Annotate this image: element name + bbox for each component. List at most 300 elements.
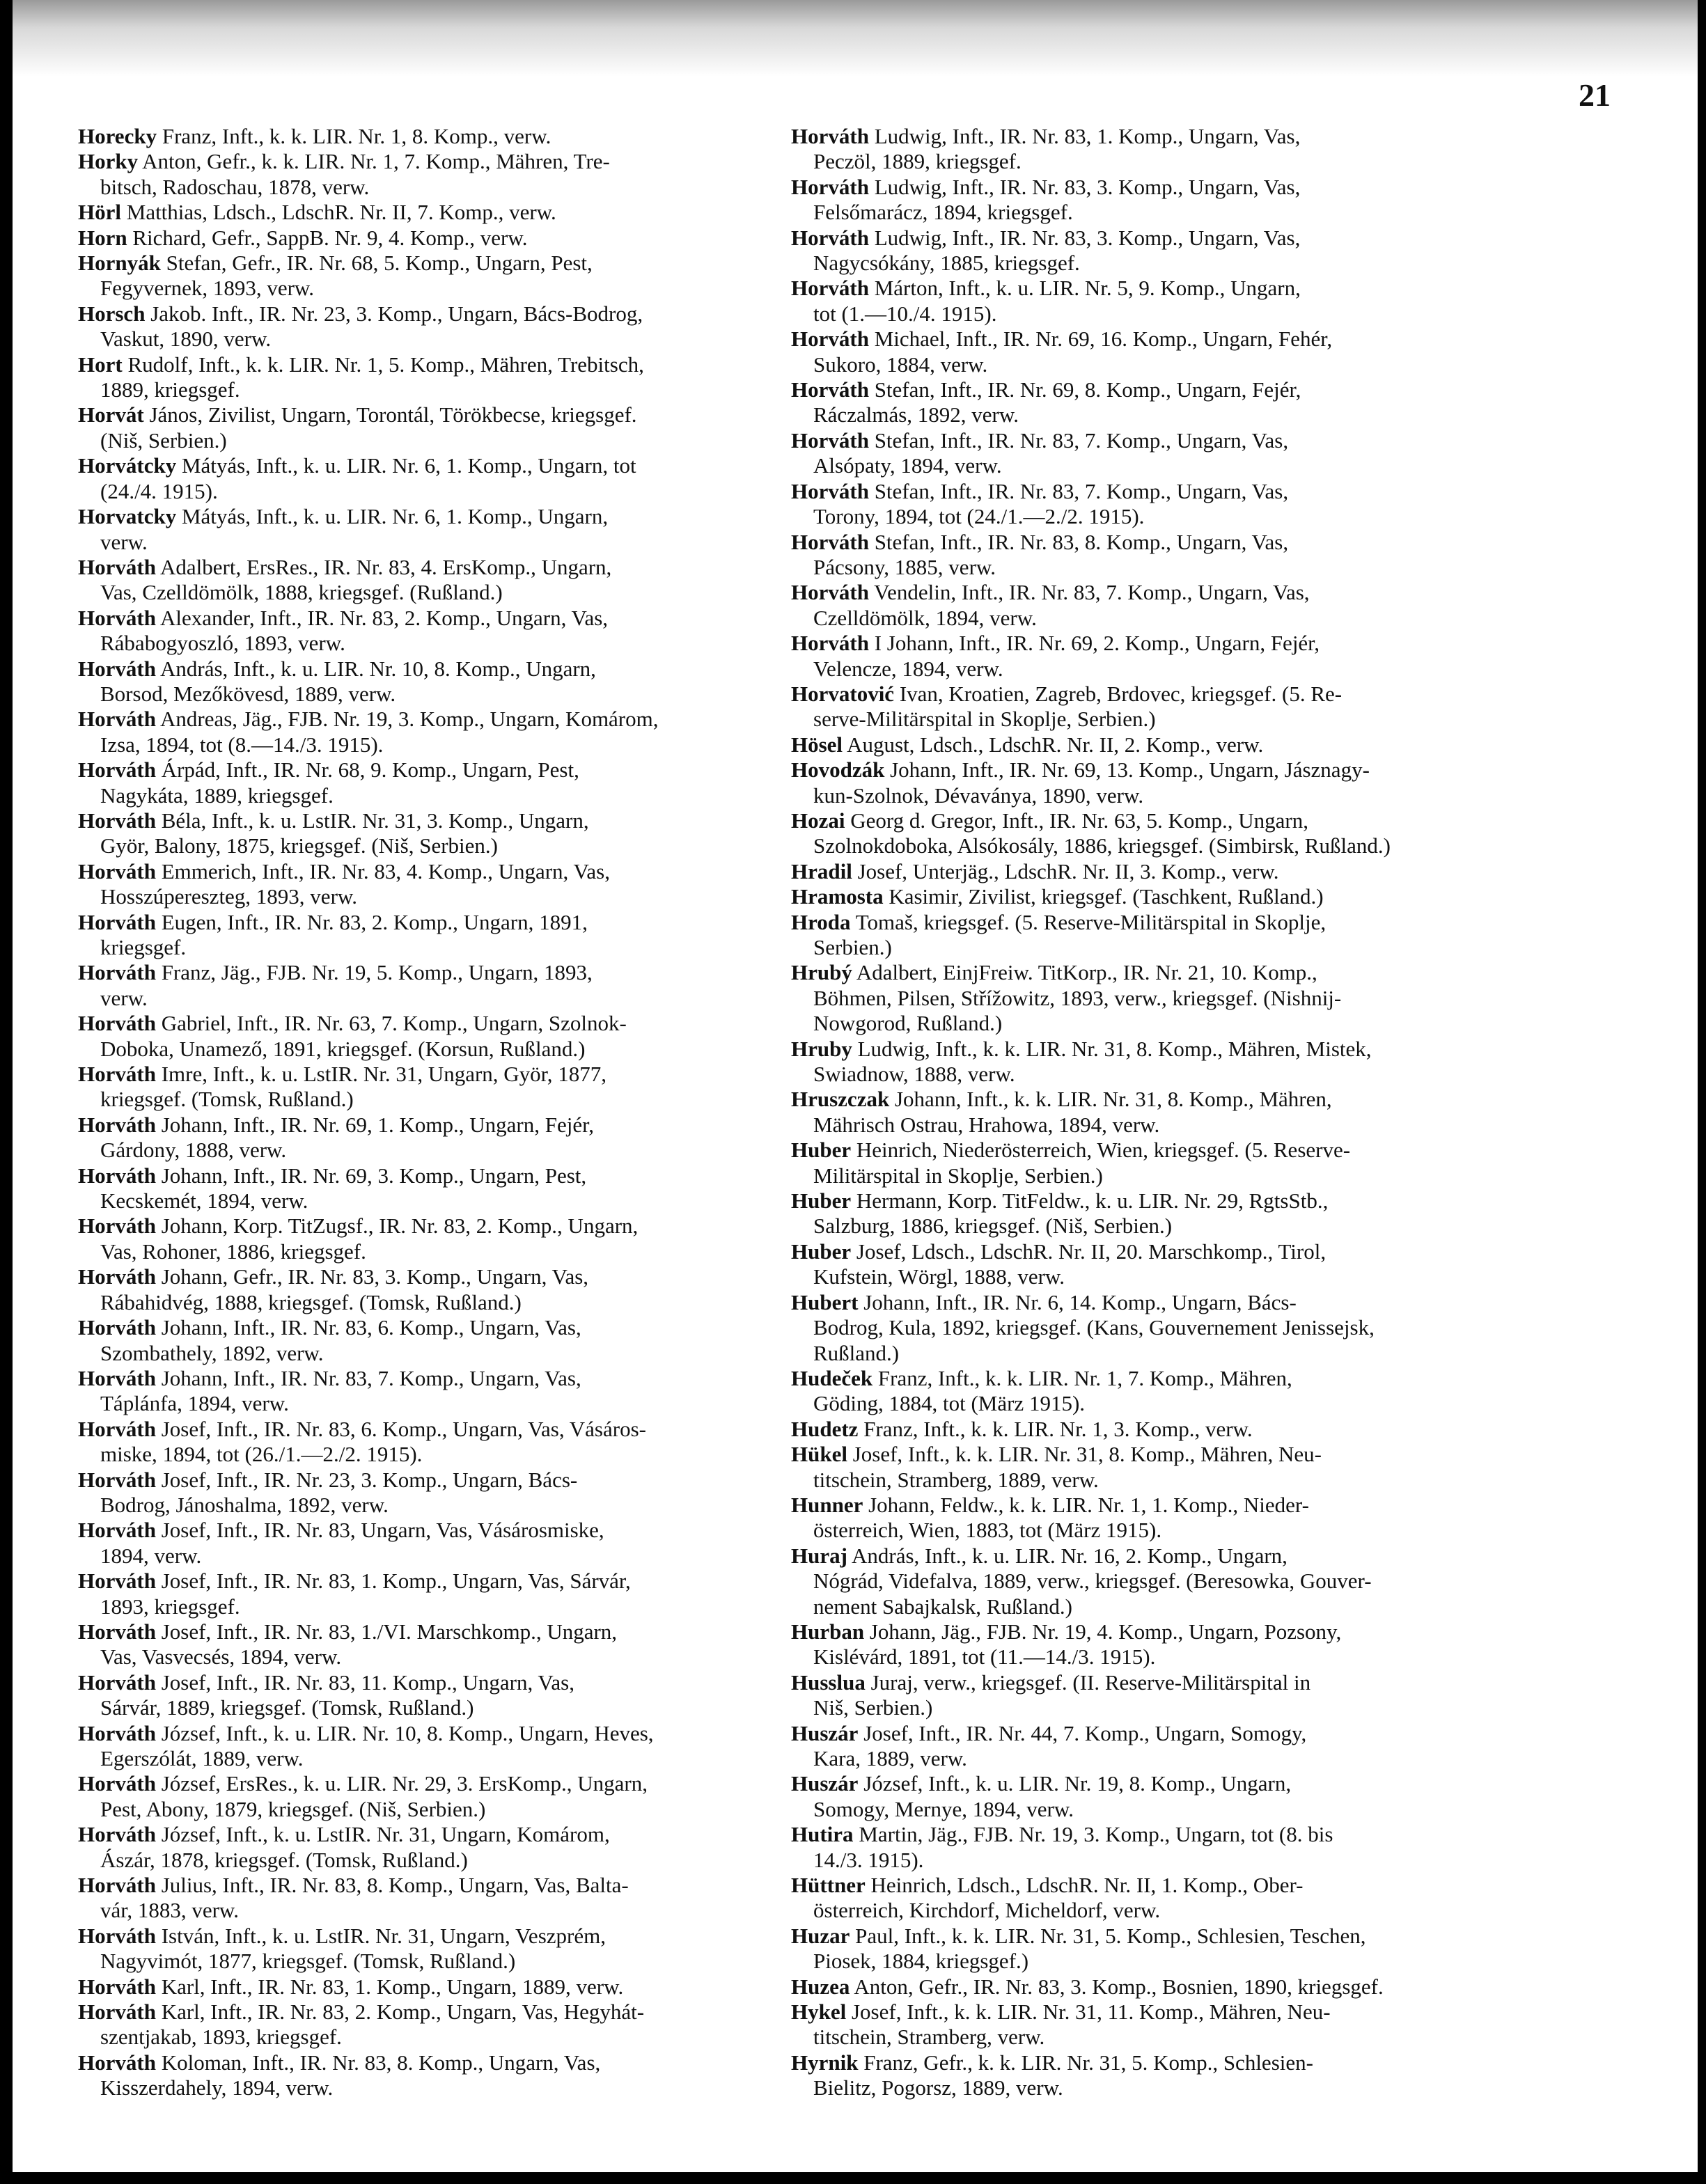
entry-first-line: [791, 631, 1491, 656]
list-entry: [78, 1163, 774, 1214]
entry-first-line: [78, 1924, 774, 1949]
list-entry: [791, 530, 1491, 581]
entry-details: Ludwig, Inft., IR. Nr. 83, 3. Komp., Ungarn, Vas,: [874, 174, 1301, 199]
list-entry: [78, 1771, 774, 1822]
entry-details: Rudolf, Inft., k. k. LIR. Nr. 1, 5. Komp., Mähren, Trebitsch,: [127, 352, 644, 377]
entry-continuation-line: Szolnokdoboka, Alsókosály, 1886, kriegsgef. (Simbirsk, Rußland.): [813, 833, 1391, 858]
entry-details: Martin, Jäg., FJB. Nr. 19, 3. Komp., Ungarn, tot (8. bis: [859, 1822, 1333, 1847]
list-entry: [78, 1924, 774, 1974]
list-entry: [78, 251, 774, 301]
entry-continuation-line: Niš, Serbien.): [813, 1695, 933, 1720]
entry-continuation-line: Somogy, Mernye, 1894, verw.: [813, 1796, 1074, 1821]
entry-details: Alexander, Inft., IR. Nr. 83, 2. Komp., Ungarn, Vas,: [159, 605, 609, 630]
list-entry: [78, 2050, 774, 2101]
entry-details: József, Inft., k. u. LIR. Nr. 19, 8. Komp., Ungarn,: [863, 1771, 1292, 1796]
entry-surname: Horváth: [78, 1974, 156, 1999]
entry-first-line: [791, 808, 1491, 833]
entry-details: Josef, Inft., IR. Nr. 83, 6. Komp., Ungarn, Vas, Vásáros-: [161, 1416, 646, 1441]
list-entry: [791, 428, 1491, 479]
entry-surname: Huzar: [791, 1923, 850, 1948]
list-entry: [78, 757, 774, 808]
entry-details: Ivan, Kroatien, Zagreb, Brdovec, kriegsgef. (5. Re-: [899, 681, 1343, 706]
entry-first-line: [78, 1619, 774, 1644]
list-entry: [78, 2000, 774, 2050]
list-entry: [791, 1366, 1491, 1417]
entry-first-line: [791, 1974, 1491, 2000]
entry-surname: Horváth: [78, 1518, 156, 1543]
entry-details: Heinrich, Ldsch., LdschR. Nr. II, 1. Komp., Ober-: [870, 1873, 1304, 1898]
list-entry: [791, 682, 1491, 732]
document-page: [13, 0, 1698, 2172]
entry-continuation-line: Kisszerdahely, 1894, verw.: [100, 2075, 334, 2100]
entry-first-line: [791, 530, 1491, 555]
entry-continuation-line: Piosek, 1884, kriegsgef.): [813, 1949, 1029, 1974]
entry-details: Johann, Inft., IR. Nr. 69, 3. Komp., Ungarn, Pest,: [161, 1163, 587, 1188]
entry-continuation-line: Szombathely, 1892, verw.: [100, 1340, 324, 1365]
list-entry: [791, 910, 1491, 961]
entry-details: Ludwig, Inft., k. k. LIR. Nr. 31, 8. Komp., Mähren, Mistek,: [857, 1036, 1372, 1061]
entry-surname: Hösel: [791, 732, 843, 757]
list-entry: [78, 1468, 774, 1518]
list-entry: [78, 1518, 774, 1569]
entry-first-line: [791, 124, 1491, 149]
entry-surname: Horváth: [78, 1467, 156, 1492]
entry-surname: Hrubý: [791, 960, 852, 985]
entry-surname: Horváth: [78, 707, 156, 732]
entry-surname: Huzea: [791, 1974, 850, 1999]
entry-continuation-line: Pácsony, 1885, verw.: [813, 554, 996, 579]
list-entry: [78, 1974, 774, 2000]
entry-continuation-line: Vas, Vasvecsés, 1894, verw.: [100, 1644, 342, 1670]
list-entry: [791, 175, 1491, 226]
entry-continuation-line: Ráczalmás, 1892, verw.: [813, 402, 1019, 427]
entry-surname: Hykel: [791, 2000, 847, 2025]
entry-first-line: [791, 226, 1491, 251]
entry-first-line: [791, 960, 1491, 985]
list-entry: [78, 352, 774, 403]
entry-continuation-line: Alsópaty, 1894, verw.: [813, 453, 1002, 478]
entry-surname: Hunner: [791, 1492, 863, 1517]
entry-details: András, Inft., k. u. LIR. Nr. 10, 8. Komp., Ungarn,: [159, 656, 596, 681]
list-entry: [791, 1138, 1491, 1188]
list-entry: [791, 1037, 1491, 1087]
entry-first-line: [78, 352, 774, 377]
entry-details: Anton, Gefr., IR. Nr. 83, 3. Komp., Bosnien, 1890, kriegsgef.: [854, 1974, 1384, 1999]
list-entry: [791, 1239, 1491, 1290]
entry-first-line: [78, 1670, 774, 1695]
entry-first-line: [78, 124, 774, 149]
entry-details: Richard, Gefr., SappB. Nr. 9, 4. Komp., verw.: [132, 225, 528, 250]
entry-surname: Horváth: [78, 1011, 156, 1036]
list-entry: [791, 276, 1491, 327]
entry-continuation-line: Györ, Balony, 1875, kriegsgef. (Niš, Serbien.): [100, 833, 499, 858]
entry-continuation-line: tot (1.—10./4. 1915).: [813, 301, 997, 326]
entry-surname: Horsch: [78, 301, 146, 326]
entry-continuation-line: serve-Militärspital in Skoplje, Serbien.): [813, 707, 1156, 732]
entry-details: Koloman, Inft., IR. Nr. 83, 8. Komp., Ungarn, Vas,: [161, 2050, 601, 2075]
entry-surname: Horváth: [78, 1822, 156, 1847]
entry-continuation-line: österreich, Wien, 1883, tot (März 1915).: [813, 1518, 1162, 1543]
entry-first-line: [78, 606, 774, 631]
list-entry: [791, 859, 1491, 884]
entry-continuation-line: Kufstein, Wörgl, 1888, verw.: [813, 1264, 1065, 1289]
entry-first-line: [78, 200, 774, 225]
list-entry: [791, 479, 1491, 530]
entry-surname: Hovodzák: [791, 757, 885, 783]
entry-surname: Horváth: [78, 1771, 156, 1796]
entry-continuation-line: Nagyvimót, 1877, kriegsgef. (Tomsk, Rußland.): [100, 1949, 516, 1974]
list-entry: [78, 960, 774, 1011]
entry-details: András, Inft., k. u. LIR. Nr. 16, 2. Komp., Ungarn,: [851, 1543, 1288, 1568]
list-entry: [791, 1873, 1491, 1924]
entry-surname: Horváth: [78, 2050, 156, 2075]
entry-details: Josef, Inft., k. k. LIR. Nr. 31, 11. Komp., Mähren, Neu-: [851, 2000, 1331, 2025]
entry-surname: Hutira: [791, 1822, 854, 1847]
list-entry: [78, 1062, 774, 1113]
list-entry: [791, 1188, 1491, 1239]
entry-first-line: [78, 808, 774, 833]
list-entry: [78, 1569, 774, 1619]
entry-surname: Horváth: [78, 1923, 156, 1948]
entry-continuation-line: 1893, kriegsgef.: [100, 1594, 240, 1619]
entry-details: Michael, Inft., IR. Nr. 69, 16. Komp., Ungarn, Fehér,: [874, 327, 1333, 352]
entry-first-line: [791, 175, 1491, 200]
entry-first-line: [791, 1619, 1491, 1644]
list-entry: [791, 377, 1491, 428]
entry-first-line: [791, 1366, 1491, 1391]
entry-details: Emmerich, Inft., IR. Nr. 83, 4. Komp., Ungarn, Vas,: [161, 858, 610, 883]
entry-first-line: [78, 757, 774, 783]
entry-continuation-line: Swiadnow, 1888, verw.: [813, 1062, 1015, 1087]
list-entry: [791, 808, 1491, 859]
entry-first-line: [78, 555, 774, 580]
list-entry: [78, 859, 774, 910]
list-entry: [791, 1290, 1491, 1366]
entry-first-line: [791, 1822, 1491, 1847]
entry-continuation-line: Torony, 1894, tot (24./1.—2./2. 1915).: [813, 504, 1145, 529]
entry-continuation-line: Bodrog, Jánoshalma, 1892, verw.: [100, 1492, 389, 1517]
list-entry: [791, 124, 1491, 175]
entry-first-line: [78, 1721, 774, 1746]
entry-details: Josef, Inft., IR. Nr. 83, 1./VI. Marschkomp., Ungarn,: [161, 1619, 618, 1644]
entry-surname: Hramosta: [791, 884, 884, 909]
list-entry: [78, 1213, 774, 1264]
entry-surname: Hurban: [791, 1619, 865, 1644]
entry-first-line: [791, 884, 1491, 909]
entry-details: Paul, Inft., k. k. LIR. Nr. 31, 5. Komp., Schlesien, Teschen,: [855, 1923, 1366, 1948]
list-entry: [78, 1264, 774, 1315]
entry-details: Johann, Inft., k. k. LIR. Nr. 31, 8. Komp., Mähren,: [894, 1087, 1332, 1112]
entry-continuation-line: Militärspital in Skoplje, Serbien.): [813, 1163, 1103, 1188]
entry-first-line: [78, 707, 774, 732]
entry-first-line: [791, 1924, 1491, 1949]
entry-surname: Hörl: [78, 200, 121, 225]
entry-surname: Horváth: [78, 656, 156, 681]
list-entry: [78, 1822, 774, 1873]
scan-shadow: [13, 0, 1698, 77]
entry-surname: Huszár: [791, 1771, 859, 1796]
entry-first-line: [78, 1366, 774, 1391]
list-entry: [791, 1721, 1491, 1772]
entry-details: Adalbert, EinjFreiw. TitKorp., IR. Nr. 21, 10. Komp.,: [856, 960, 1317, 985]
entry-first-line: [791, 732, 1491, 757]
entry-details: Josef, Inft., IR. Nr. 83, Ungarn, Vas, Vásárosmiske,: [161, 1518, 604, 1543]
entry-continuation-line: Rábabogyoszló, 1893, verw.: [100, 631, 345, 656]
entry-details: Tomaš, kriegsgef. (5. Reserve-Militärspital in Skoplje,: [855, 909, 1327, 934]
entry-continuation-line: Czelldömölk, 1894, verw.: [813, 605, 1037, 630]
list-entry: [78, 402, 774, 453]
entry-details: Johann, Gefr., IR. Nr. 83, 3. Komp., Ungarn, Vas,: [161, 1264, 589, 1289]
entry-surname: Horváth: [78, 1315, 156, 1340]
entry-first-line: [78, 1062, 774, 1087]
entry-first-line: [791, 1493, 1491, 1518]
entry-first-line: [791, 682, 1491, 707]
entry-surname: Hükel: [791, 1442, 847, 1467]
entry-continuation-line: Ászár, 1878, kriegsgef. (Tomsk, Rußland.): [100, 1847, 468, 1872]
list-entry: [78, 1113, 774, 1163]
entry-first-line: [791, 479, 1491, 504]
entry-surname: Horváth: [78, 1213, 156, 1239]
list-entry: [791, 1493, 1491, 1543]
entry-surname: Hornyák: [78, 251, 161, 276]
entry-surname: Horváth: [791, 580, 869, 605]
entry-first-line: [78, 1569, 774, 1594]
entry-continuation-line: szentjakab, 1893, kriegsgef.: [100, 2025, 342, 2050]
entry-details: Franz, Jäg., FJB. Nr. 19, 5. Komp., Ungarn, 1893,: [161, 960, 593, 985]
entry-surname: Horváth: [78, 858, 156, 883]
entry-first-line: [791, 1188, 1491, 1213]
entry-first-line: [78, 251, 774, 276]
entry-first-line: [791, 1087, 1491, 1112]
entry-continuation-line: Sukoro, 1884, verw.: [813, 352, 988, 377]
entry-continuation-line: 1889, kriegsgef.: [100, 377, 240, 402]
entry-details: Juraj, verw., kriegsgef. (II. Reserve-Militärspital in: [870, 1670, 1311, 1695]
entry-details: Josef, Inft., IR. Nr. 23, 3. Komp., Ungarn, Bács-: [161, 1467, 578, 1492]
entry-continuation-line: österreich, Kirchdorf, Micheldorf, verw.: [813, 1898, 1161, 1923]
list-entry: [78, 124, 774, 149]
list-entry: [78, 707, 774, 757]
entry-continuation-line: Izsa, 1894, tot (8.—14./3. 1915).: [100, 732, 384, 757]
entry-details: Mátyás, Inft., k. u. LIR. Nr. 6, 1. Komp., Ungarn,: [181, 504, 609, 529]
list-entry: [78, 301, 774, 352]
list-entry: [791, 1619, 1491, 1670]
entry-first-line: [78, 301, 774, 327]
entry-surname: Horváth: [78, 1163, 156, 1188]
entry-continuation-line: titschein, Stramberg, 1889, verw.: [813, 1467, 1099, 1492]
entry-first-line: [791, 428, 1491, 453]
entry-continuation-line: Fegyvernek, 1893, verw.: [100, 276, 315, 301]
list-entry: [791, 960, 1491, 1036]
entry-continuation-line: Doboka, Unamező, 1891, kriegsgef. (Korsun, Rußland.): [100, 1036, 586, 1061]
entry-continuation-line: Borsod, Mezőkövesd, 1889, verw.: [100, 681, 396, 706]
entry-first-line: [791, 1873, 1491, 1898]
list-entry: [78, 1619, 774, 1670]
list-entry: [791, 327, 1491, 377]
entry-details: Franz, Inft., k. k. LIR. Nr. 1, 7. Komp., Mähren,: [877, 1365, 1292, 1390]
entry-surname: Hruszczak: [791, 1087, 890, 1112]
entry-continuation-line: kun-Szolnok, Dévaványa, 1890, verw.: [813, 783, 1144, 808]
list-entry: [791, 1442, 1491, 1493]
entry-first-line: [791, 1417, 1491, 1442]
entry-first-line: [78, 1113, 774, 1138]
entry-details: August, Ldsch., LdschR. Nr. II, 2. Komp., verw.: [847, 732, 1264, 757]
entry-surname: Horváth: [78, 605, 156, 630]
entry-first-line: [791, 1290, 1491, 1315]
entry-details: Adalbert, ErsRes., IR. Nr. 83, 4. ErsKomp., Ungarn,: [159, 554, 612, 579]
entry-surname: Horváth: [78, 1873, 156, 1898]
entry-continuation-line: Vas, Czelldömölk, 1888, kriegsgef. (Rußland.): [100, 580, 503, 605]
entry-details: Stefan, Inft., IR. Nr. 83, 7. Komp., Ungarn, Vas,: [874, 478, 1289, 503]
entry-first-line: [78, 402, 774, 427]
entry-first-line: [791, 327, 1491, 352]
entry-continuation-line: (24./4. 1915).: [100, 478, 218, 503]
entry-first-line: [78, 1771, 774, 1796]
entry-details: Stefan, Inft., IR. Nr. 69, 8. Komp., Ungarn, Fejér,: [874, 377, 1301, 402]
entry-surname: Horváth: [791, 529, 869, 554]
entry-continuation-line: Rußland.): [813, 1340, 900, 1365]
entry-surname: Horváth: [78, 909, 156, 934]
entry-first-line: [78, 453, 774, 478]
entry-details: Johann, Inft., IR. Nr. 6, 14. Komp., Ungarn, Bács-: [863, 1289, 1297, 1314]
entry-surname: Huber: [791, 1138, 852, 1163]
right-column: [791, 124, 1491, 2101]
entry-first-line: [791, 1670, 1491, 1695]
entry-first-line: [791, 1771, 1491, 1796]
entry-details: Johann, Inft., IR. Nr. 83, 6. Komp., Ungarn, Vas,: [161, 1315, 581, 1340]
entry-details: Julius, Inft., IR. Nr. 83, 8. Komp., Ungarn, Vas, Balta-: [161, 1873, 629, 1898]
entry-surname: Hubert: [791, 1289, 859, 1314]
entry-details: Josef, Inft., k. k. LIR. Nr. 31, 8. Komp., Mähren, Neu-: [852, 1442, 1322, 1467]
entry-continuation-line: Nowgorod, Rußland.): [813, 1011, 1003, 1036]
entry-continuation-line: Táplánfa, 1894, verw.: [100, 1391, 289, 1416]
entry-details: Josef, Inft., IR. Nr. 83, 1. Komp., Ungarn, Vas, Sárvár,: [161, 1569, 631, 1594]
entry-continuation-line: vár, 1883, verw.: [100, 1898, 240, 1923]
entry-details: Matthias, Ldsch., LdschR. Nr. II, 7. Komp., verw.: [126, 200, 556, 225]
entry-first-line: [78, 1468, 774, 1493]
list-entry: [791, 1670, 1491, 1721]
entry-continuation-line: Gárdony, 1888, verw.: [100, 1138, 287, 1163]
list-entry: [78, 808, 774, 859]
entry-surname: Horváth: [78, 960, 156, 985]
entry-continuation-line: 1894, verw.: [100, 1543, 202, 1568]
entry-continuation-line: nement Sabajkalsk, Rußland.): [813, 1594, 1072, 1619]
entry-first-line: [791, 910, 1491, 935]
list-entry: [78, 200, 774, 225]
entry-first-line: [791, 2000, 1491, 2025]
entry-continuation-line: Egerszólát, 1889, verw.: [100, 1746, 304, 1770]
entry-details: Johann, Inft., IR. Nr. 69, 13. Komp., Ungarn, Jásznagy-: [890, 757, 1370, 783]
entry-surname: Horváth: [78, 757, 156, 783]
entry-continuation-line: Vaskut, 1890, verw.: [100, 327, 272, 352]
entry-surname: Horváth: [791, 377, 869, 402]
entry-first-line: [78, 1163, 774, 1188]
entry-details: Josef, Unterjäg., LdschR. Nr. II, 3. Komp., verw.: [857, 858, 1279, 883]
entry-continuation-line: kriegsgef. (Tomsk, Rußland.): [100, 1087, 354, 1112]
list-entry: [78, 1417, 774, 1468]
entry-surname: Horvát: [78, 402, 144, 427]
entry-details: Heinrich, Niederösterreich, Wien, kriegsgef. (5. Reserve-: [856, 1138, 1351, 1163]
list-entry: [791, 631, 1491, 682]
entry-details: Kasimir, Zivilist, kriegsgef. (Taschkent, Rußland.): [889, 884, 1324, 909]
entry-details: Stefan, Gefr., IR. Nr. 68, 5. Komp., Ungarn, Pest,: [166, 251, 593, 276]
entry-first-line: [78, 1518, 774, 1543]
entry-surname: Horecky: [78, 124, 157, 148]
entry-surname: Horváth: [78, 1062, 156, 1087]
entry-continuation-line: Pest, Abony, 1879, kriegsgef. (Niš, Serbien.): [100, 1796, 486, 1821]
entry-details: Franz, Inft., k. k. LIR. Nr. 1, 3. Komp., verw.: [863, 1416, 1253, 1441]
entry-details: Imre, Inft., k. u. LstIR. Nr. 31, Ungarn, Györ, 1877,: [161, 1062, 607, 1087]
entry-surname: Horváth: [791, 478, 869, 503]
entry-continuation-line: Peczöl, 1889, kriegsgef.: [813, 149, 1022, 174]
entry-surname: Horvátcky: [78, 453, 177, 478]
list-entry: [791, 1822, 1491, 1873]
left-column: [78, 124, 774, 2101]
entry-first-line: [791, 377, 1491, 402]
entry-first-line: [78, 1011, 774, 1036]
entry-continuation-line: Velencze, 1894, verw.: [813, 656, 1003, 681]
list-entry: [791, 1417, 1491, 1442]
list-entry: [791, 884, 1491, 909]
entry-surname: Hyrnik: [791, 2050, 859, 2075]
list-entry: [78, 504, 774, 555]
entry-continuation-line: Nagykáta, 1889, kriegsgef.: [100, 783, 334, 808]
entry-first-line: [78, 2000, 774, 2025]
entry-details: Eugen, Inft., IR. Nr. 83, 2. Komp., Ungarn, 1891,: [161, 909, 588, 934]
list-entry: [78, 453, 774, 504]
entry-details: Andreas, Jäg., FJB. Nr. 19, 3. Komp., Ungarn, Komárom,: [159, 707, 659, 732]
entry-details: Ludwig, Inft., IR. Nr. 83, 3. Komp., Ungarn, Vas,: [874, 225, 1301, 250]
entry-details: Josef, Inft., IR. Nr. 44, 7. Komp., Ungarn, Somogy,: [863, 1720, 1307, 1745]
list-entry: [791, 1771, 1491, 1822]
entry-first-line: [791, 1239, 1491, 1264]
entry-surname: Horváth: [791, 124, 869, 148]
entry-surname: Horváth: [791, 276, 869, 301]
list-entry: [78, 606, 774, 657]
entry-details: István, Inft., k. u. LstIR. Nr. 31, Ungarn, Veszprém,: [161, 1923, 606, 1948]
list-entry: [791, 226, 1491, 276]
entry-details: Béla, Inft., k. u. LstIR. Nr. 31, 3. Komp., Ungarn,: [161, 808, 589, 833]
entry-surname: Horváth: [791, 174, 869, 199]
list-entry: [791, 2050, 1491, 2101]
entry-details: Franz, Gefr., k. k. LIR. Nr. 31, 5. Komp., Schlesien-: [863, 2050, 1313, 2075]
entry-continuation-line: Kislévárd, 1891, tot (11.—14./3. 1915).: [813, 1644, 1156, 1670]
entry-continuation-line: Kara, 1889, verw.: [813, 1746, 967, 1770]
list-entry: [78, 1721, 774, 1772]
entry-details: Árpád, Inft., IR. Nr. 68, 9. Komp., Ungarn, Pest,: [161, 757, 579, 783]
entry-continuation-line: Serbien.): [813, 935, 892, 959]
entry-surname: Horváth: [78, 1720, 156, 1745]
list-entry: [78, 1315, 774, 1366]
entry-continuation-line: Hosszúpereszteg, 1893, verw.: [100, 884, 358, 909]
entry-surname: Huszár: [791, 1720, 859, 1745]
page-number: 21: [1579, 77, 1611, 113]
entry-first-line: [78, 1822, 774, 1847]
entry-surname: Horváth: [78, 1416, 156, 1441]
entry-details: Hermann, Korp. TitFeldw., k. u. LIR. Nr. 29, RgtsStb.,: [856, 1188, 1329, 1213]
entry-first-line: [791, 1543, 1491, 1569]
entry-first-line: [78, 859, 774, 884]
entry-first-line: [78, 1417, 774, 1442]
list-entry: [78, 1670, 774, 1721]
list-entry: [78, 657, 774, 707]
entry-surname: Horváth: [791, 427, 869, 453]
list-entry: [791, 2000, 1491, 2050]
list-entry: [791, 580, 1491, 631]
entry-surname: Horn: [78, 225, 127, 250]
entry-details: Anton, Gefr., k. k. LIR. Nr. 1, 7. Komp., Mähren, Tre-: [142, 149, 610, 174]
list-entry: [791, 1543, 1491, 1619]
entry-first-line: [78, 504, 774, 529]
